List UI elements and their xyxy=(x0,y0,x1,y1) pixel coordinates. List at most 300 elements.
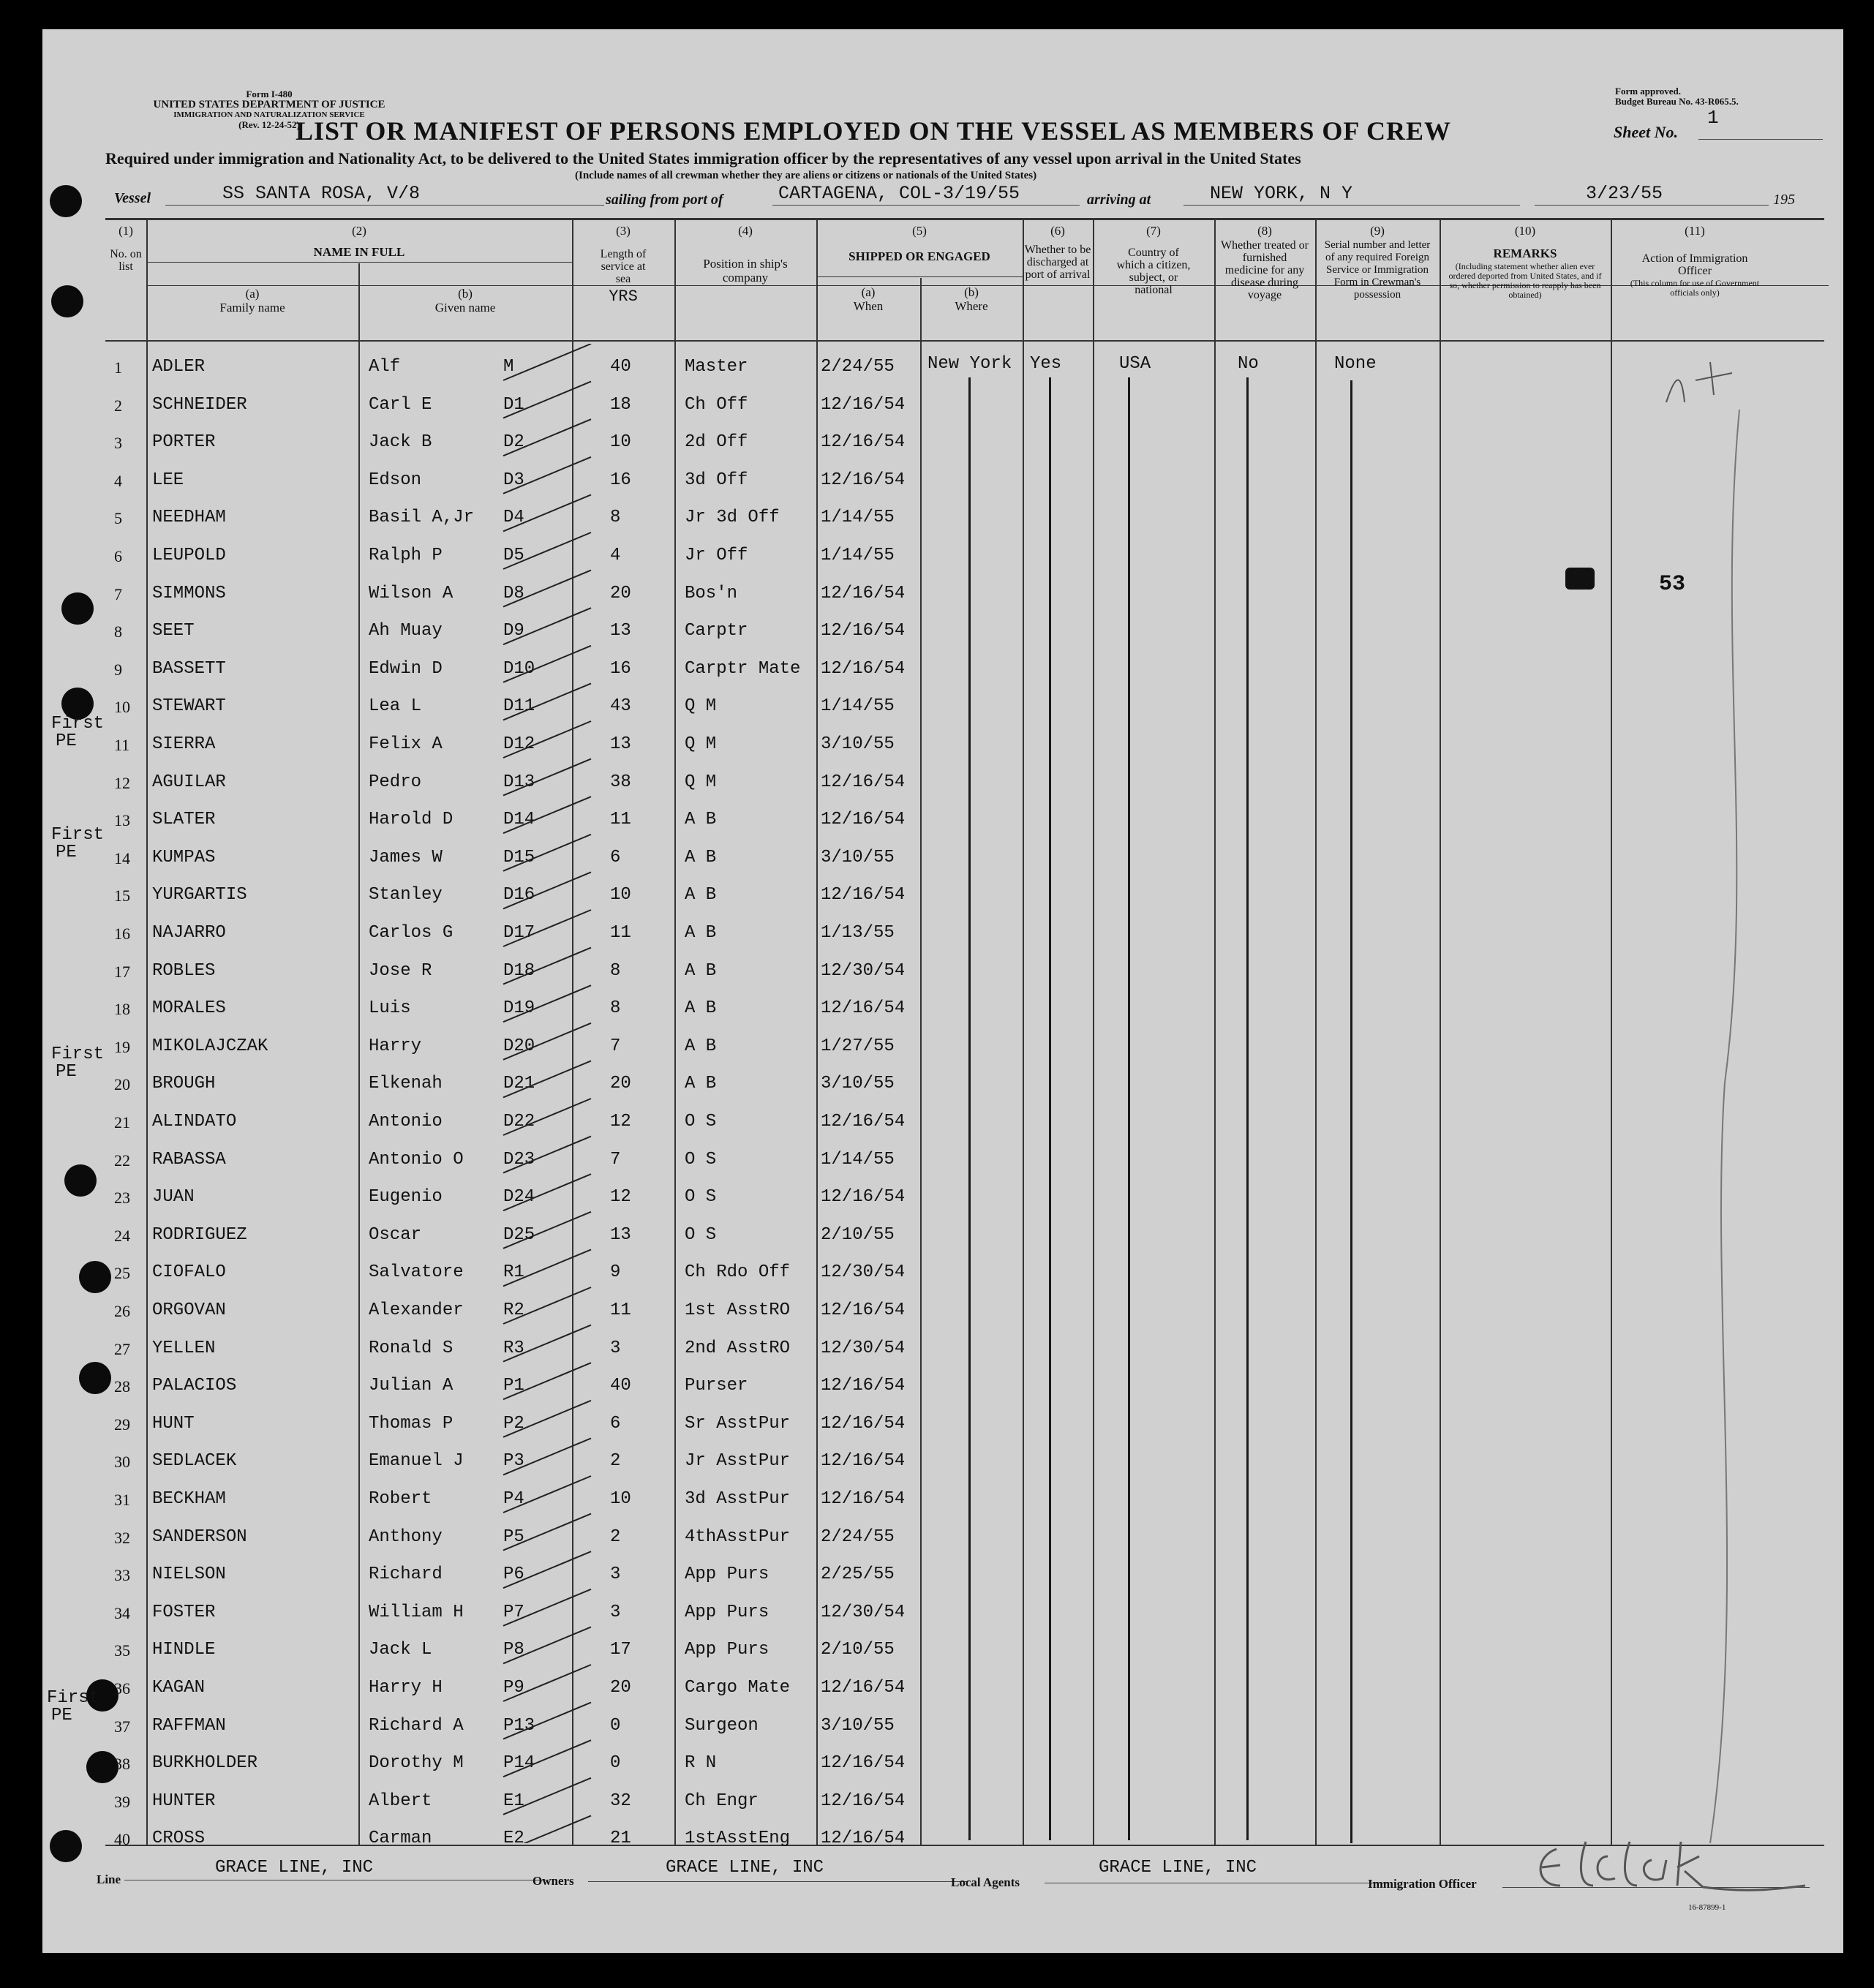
col5-number: (5) xyxy=(912,224,927,238)
pencil-check-mark xyxy=(503,1589,591,1626)
margin-note xyxy=(47,1690,99,1725)
shipped-when: 12/16/54 xyxy=(821,658,906,679)
margin-note-line: First xyxy=(51,825,105,845)
years-at-sea: 40 xyxy=(610,1376,631,1396)
table-row xyxy=(42,462,1843,500)
years-at-sea: 3 xyxy=(610,1602,621,1622)
years-at-sea: 17 xyxy=(610,1640,631,1660)
sheet-number: 1 xyxy=(1707,107,1719,129)
row-number: 9 xyxy=(114,660,122,679)
sheet-label: Sheet No. xyxy=(1614,123,1678,141)
col6-number: (6) xyxy=(1050,224,1065,238)
table-row xyxy=(42,990,1843,1028)
shipped-when: 12/16/54 xyxy=(821,1187,906,1208)
years-at-sea: 11 xyxy=(610,923,631,943)
years-at-sea: 3 xyxy=(610,1565,621,1585)
rating-code: P4 xyxy=(503,1489,524,1509)
shipped-when: 12/16/54 xyxy=(821,1376,906,1396)
row-number: 10 xyxy=(114,698,130,717)
family-name: YELLEN xyxy=(152,1338,216,1358)
pencil-check-mark xyxy=(503,344,591,380)
col5b-header xyxy=(920,285,1023,313)
col4-number: (4) xyxy=(738,224,753,238)
pencil-check-mark xyxy=(503,532,591,569)
row-number: 38 xyxy=(114,1755,130,1774)
family-name: FOSTER xyxy=(152,1602,216,1622)
rating-code: R1 xyxy=(503,1262,524,1283)
years-at-sea: 20 xyxy=(610,583,631,603)
rating-code: E1 xyxy=(503,1791,524,1811)
years-at-sea: 10 xyxy=(610,432,631,453)
col2a-header xyxy=(146,287,358,315)
position: O S xyxy=(685,1187,717,1208)
given-name: Carl E xyxy=(369,394,432,415)
footer-agents: GRACE LINE, INC xyxy=(1099,1858,1257,1878)
position: A B xyxy=(685,1074,717,1094)
pencil-check-mark xyxy=(503,1287,591,1324)
table-row xyxy=(42,1480,1843,1518)
family-name: KUMPAS xyxy=(152,847,216,867)
table-row xyxy=(42,764,1843,802)
col1-number: (1) xyxy=(118,224,133,238)
pencil-check-mark xyxy=(503,1174,591,1211)
family-name: KAGAN xyxy=(152,1678,206,1698)
given-name: Robert xyxy=(369,1489,432,1509)
row-number: 32 xyxy=(114,1528,130,1547)
rating-code: D1 xyxy=(503,394,524,415)
years-at-sea: 40 xyxy=(610,357,631,377)
col3-unit: YRS xyxy=(609,287,638,306)
row1-discharged: Yes xyxy=(1030,354,1062,374)
pencil-check-mark xyxy=(503,1627,591,1663)
row-number: 20 xyxy=(114,1075,130,1094)
position: O S xyxy=(685,1112,717,1132)
row-number: 16 xyxy=(114,925,130,943)
form-title: LIST OR MANIFEST OF PERSONS EMPLOYED ON THE VESSEL AS MEMBERS OF CREW xyxy=(296,116,1451,146)
position: Jr 3d Off xyxy=(685,508,780,528)
col10-label: REMARKS xyxy=(1493,246,1557,260)
pencil-check-mark xyxy=(503,1815,591,1843)
family-name: PALACIOS xyxy=(152,1376,237,1396)
pencil-check-mark xyxy=(503,1363,591,1399)
rating-code: P5 xyxy=(503,1526,524,1547)
col2a-tag: (a) xyxy=(245,287,260,301)
shipped-when: 2/25/55 xyxy=(821,1565,895,1585)
shipped-when: 12/16/54 xyxy=(821,470,906,490)
table-row xyxy=(42,499,1843,537)
given-name: Richard xyxy=(369,1565,443,1585)
margin-note-line: PE xyxy=(56,731,77,751)
given-name: Emanuel J xyxy=(369,1451,464,1472)
row-number: 21 xyxy=(114,1113,130,1132)
table-row xyxy=(42,1292,1843,1330)
table-row xyxy=(42,1518,1843,1556)
sailing-from: CARTAGENA, COL-3/19/55 xyxy=(778,183,1020,204)
col10-header xyxy=(1440,224,1611,300)
years-at-sea: 7 xyxy=(610,1036,621,1056)
service-name: IMMIGRATION AND NATURALIZATION SERVICE xyxy=(173,110,365,119)
shipped-when: 3/10/55 xyxy=(821,1715,895,1736)
footer-line: GRACE LINE, INC xyxy=(215,1858,374,1878)
table-row xyxy=(42,1254,1843,1292)
rating-code: D11 xyxy=(503,696,535,717)
col5b-label: Where xyxy=(955,299,988,313)
col7-number: (7) xyxy=(1146,224,1161,238)
pencil-check-mark xyxy=(503,1740,591,1777)
table-row xyxy=(42,612,1843,650)
col9-label: Serial number and letter of any required Foreign Service or Immigration Form in Crewman's possession xyxy=(1324,239,1431,301)
margin-note-line: First xyxy=(47,1688,100,1708)
table-row xyxy=(42,1442,1843,1480)
pencil-check-mark xyxy=(503,683,591,720)
row-number: 18 xyxy=(114,1000,130,1019)
col5-header xyxy=(816,224,1023,263)
col5a-label: When xyxy=(853,299,884,313)
col2b-tag: (b) xyxy=(458,287,473,301)
col3-header xyxy=(572,224,674,304)
pencil-check-mark xyxy=(503,1778,591,1815)
shipped-when: 3/10/55 xyxy=(821,847,895,867)
col2a-label: Family name xyxy=(219,301,285,315)
family-name: BROUGH xyxy=(152,1074,216,1094)
row1-treated: No xyxy=(1238,354,1259,374)
col2b-header xyxy=(358,287,572,315)
col10-note: (Including statement whether alien ever ordered deported from United States, and if so, whether permission to reapply has been obtained) xyxy=(1448,261,1602,300)
margin-note-line: First xyxy=(51,1044,105,1064)
form-subtitle: Required under immigration and Nationality Act, to be delivered to the United States immigration officer by the representatives of any vessel upon arrival in the United States xyxy=(105,149,1301,167)
margin-note-line: PE xyxy=(51,1706,72,1725)
position: App Purs xyxy=(685,1602,769,1622)
row-number: 8 xyxy=(114,622,122,641)
table-row xyxy=(42,1367,1843,1405)
budget-number: Budget Bureau No. 43-R065.5. xyxy=(1615,96,1739,107)
col2b-label: Given name xyxy=(434,301,496,315)
given-name: Harry xyxy=(369,1036,422,1056)
given-name: Carlos G xyxy=(369,923,454,943)
row-number: 22 xyxy=(114,1151,130,1170)
position: A B xyxy=(685,923,717,943)
row1-where: New York xyxy=(927,354,1012,374)
rating-code: D17 xyxy=(503,923,535,943)
shipped-when: 2/24/55 xyxy=(821,1526,895,1547)
family-name: SEDLACEK xyxy=(152,1451,237,1472)
family-name: RAFFMAN xyxy=(152,1715,226,1736)
col1-header xyxy=(105,224,146,273)
position: Jr AsstPur xyxy=(685,1451,791,1472)
row-number: 39 xyxy=(114,1792,130,1811)
table-row xyxy=(42,952,1843,990)
year-label: 195 xyxy=(1773,192,1795,208)
table-row xyxy=(42,801,1843,839)
row-number: 19 xyxy=(114,1037,130,1056)
pencil-check-mark xyxy=(503,797,591,833)
department-name: UNITED STATES DEPARTMENT OF JUSTICE xyxy=(153,99,385,110)
col8-header xyxy=(1214,224,1315,301)
rating-code: R2 xyxy=(503,1300,524,1320)
vessel-label: Vessel xyxy=(114,190,151,206)
position: App Purs xyxy=(685,1565,769,1585)
given-name: Dorothy M xyxy=(369,1753,464,1774)
shipped-when: 12/30/54 xyxy=(821,960,906,981)
years-at-sea: 0 xyxy=(610,1715,621,1736)
arriving-label: arriving at xyxy=(1087,192,1151,208)
row-number: 28 xyxy=(114,1377,130,1396)
position: Q M xyxy=(685,696,717,717)
col10-number: (10) xyxy=(1514,224,1536,238)
table-row xyxy=(42,1707,1843,1745)
years-at-sea: 10 xyxy=(610,885,631,905)
col1-label: No. on list xyxy=(110,248,142,273)
rating-code: D3 xyxy=(503,470,524,490)
col3-label: Length of service at sea xyxy=(600,248,647,285)
shipped-when: 12/30/54 xyxy=(821,1602,906,1622)
row-number: 13 xyxy=(114,811,130,830)
rating-code: D2 xyxy=(503,432,524,453)
given-name: Ralph P xyxy=(369,546,443,565)
given-name: Edson xyxy=(369,470,422,490)
family-name: ORGOVAN xyxy=(152,1300,226,1320)
pencil-check-mark xyxy=(503,494,591,531)
family-name: SLATER xyxy=(152,810,216,830)
years-at-sea: 0 xyxy=(610,1753,621,1774)
col6-header xyxy=(1023,224,1093,281)
given-name: Wilson A xyxy=(369,583,454,603)
table-row xyxy=(42,688,1843,726)
row-number: 36 xyxy=(114,1679,130,1698)
sailing-label: sailing from port of xyxy=(606,192,723,208)
rating-code: D18 xyxy=(503,960,535,981)
rating-code: D5 xyxy=(503,546,524,565)
pencil-check-mark xyxy=(503,1551,591,1588)
position: Cargo Mate xyxy=(685,1678,791,1698)
rating-code: D12 xyxy=(503,734,535,754)
pencil-check-mark xyxy=(503,1703,591,1739)
pencil-check-mark xyxy=(503,1476,591,1513)
family-name: LEUPOLD xyxy=(152,546,226,565)
given-name: Alexander xyxy=(369,1300,464,1320)
position: Carptr xyxy=(685,621,748,641)
years-at-sea: 10 xyxy=(610,1489,631,1509)
shipped-when: 12/16/54 xyxy=(821,998,906,1019)
pencil-check-mark xyxy=(503,1438,591,1475)
ink-blot xyxy=(1565,568,1595,590)
shipped-when: 12/16/54 xyxy=(821,1753,906,1774)
position: 1st AsstRO xyxy=(685,1300,791,1320)
margin-note xyxy=(51,827,104,862)
shipped-when: 12/16/54 xyxy=(821,1413,906,1434)
pencil-check-mark xyxy=(503,646,591,682)
table-row xyxy=(42,386,1843,424)
years-at-sea: 8 xyxy=(610,960,621,981)
rating-code: D9 xyxy=(503,621,524,641)
table-row xyxy=(42,1782,1843,1821)
given-name: Richard A xyxy=(369,1715,464,1736)
shipped-when: 3/10/55 xyxy=(821,734,895,754)
margin-note xyxy=(51,715,104,750)
years-at-sea: 21 xyxy=(610,1829,631,1849)
years-at-sea: 6 xyxy=(610,847,621,867)
family-name: NIELSON xyxy=(152,1565,226,1585)
col6-label: Whether to be discharged at port of arrival xyxy=(1024,244,1091,281)
given-name: Julian A xyxy=(369,1376,454,1396)
pencil-check-mark xyxy=(503,910,591,946)
row-number: 23 xyxy=(114,1189,130,1208)
position: 2nd AsstRO xyxy=(685,1338,791,1358)
row-number: 1 xyxy=(114,358,122,377)
table-row xyxy=(42,423,1843,462)
years-at-sea: 6 xyxy=(610,1413,621,1434)
pencil-check-mark xyxy=(503,1665,591,1701)
pencil-check-mark xyxy=(503,1137,591,1173)
family-name: ROBLES xyxy=(152,960,216,981)
footer-owners-label: Owners xyxy=(533,1874,574,1888)
position: App Purs xyxy=(685,1640,769,1660)
family-name: YURGARTIS xyxy=(152,885,247,905)
position: A B xyxy=(685,960,717,981)
punch-hole xyxy=(50,185,82,217)
rating-code: D10 xyxy=(503,658,535,679)
rating-code: P1 xyxy=(503,1376,524,1396)
years-at-sea: 2 xyxy=(610,1526,621,1547)
table-row xyxy=(42,1062,1843,1103)
shipped-when: 12/16/54 xyxy=(821,1451,906,1472)
position: A B xyxy=(685,810,717,830)
shipped-when: 12/16/54 xyxy=(821,1489,906,1509)
position: Q M xyxy=(685,734,717,754)
row-number: 35 xyxy=(114,1641,130,1660)
years-at-sea: 11 xyxy=(610,810,631,830)
years-at-sea: 9 xyxy=(610,1262,621,1283)
family-name: HUNTER xyxy=(152,1791,216,1811)
given-name: William H xyxy=(369,1602,464,1622)
position: Ch Rdo Off xyxy=(685,1262,791,1283)
table-row xyxy=(42,1178,1843,1216)
family-name: NAJARRO xyxy=(152,923,226,943)
given-name: Pedro xyxy=(369,772,422,792)
col2-label: NAME IN FULL xyxy=(313,245,405,259)
row-number: 27 xyxy=(114,1339,130,1358)
table-row xyxy=(42,1028,1843,1066)
position: Purser xyxy=(685,1376,748,1396)
rating-code: D24 xyxy=(503,1187,535,1208)
years-at-sea: 16 xyxy=(610,470,631,490)
row1-country: USA xyxy=(1119,354,1151,374)
years-at-sea: 2 xyxy=(610,1451,621,1472)
years-at-sea: 16 xyxy=(610,658,631,679)
pencil-check-mark xyxy=(503,1401,591,1437)
position: Q M xyxy=(685,772,717,792)
table-row xyxy=(42,1405,1843,1443)
pencil-check-mark xyxy=(503,1023,591,1060)
pencil-check-mark xyxy=(503,872,591,908)
position: 4thAsstPur xyxy=(685,1526,791,1547)
pencil-check-mark xyxy=(503,608,591,644)
rating-code: D4 xyxy=(503,508,524,528)
form-revision: (Rev. 12-24-52) xyxy=(238,119,300,130)
shipped-when: 12/16/54 xyxy=(821,885,906,905)
years-at-sea: 13 xyxy=(610,621,631,641)
include-note: (Include names of all crewman whether they are aliens or citizens or nationals of the United States) xyxy=(575,170,1037,181)
family-name: CIOFALO xyxy=(152,1262,226,1283)
margin-note-line: PE xyxy=(56,1062,77,1082)
arrival-date: 3/23/55 xyxy=(1586,183,1663,204)
approval-block xyxy=(1615,86,1739,107)
rating-code: M xyxy=(503,357,514,377)
given-name: Luis xyxy=(369,998,411,1019)
shipped-when: 12/16/54 xyxy=(821,394,906,415)
given-name: Antonio O xyxy=(369,1149,464,1170)
shipped-when: 3/10/55 xyxy=(821,1074,895,1094)
years-at-sea: 8 xyxy=(610,508,621,528)
position: A B xyxy=(685,885,717,905)
shipped-when: 12/16/54 xyxy=(821,1112,906,1132)
footer-line-label: Line xyxy=(97,1872,121,1886)
shipped-when: 1/14/55 xyxy=(821,546,895,565)
shipped-when: 2/10/55 xyxy=(821,1224,895,1245)
row-number: 7 xyxy=(114,584,122,603)
footer-owners: GRACE LINE, INC xyxy=(666,1858,824,1878)
years-at-sea: 4 xyxy=(610,546,621,565)
table-row xyxy=(42,1330,1843,1368)
row-number: 30 xyxy=(114,1453,130,1472)
shipped-when: 1/14/55 xyxy=(821,696,895,717)
position: Ch Off xyxy=(685,394,748,415)
pencil-check-mark xyxy=(503,419,591,456)
shipped-when: 12/30/54 xyxy=(821,1338,906,1358)
col5-label: SHIPPED OR ENGAGED xyxy=(848,249,990,263)
row-number: 17 xyxy=(114,962,130,981)
family-name: JUAN xyxy=(152,1187,195,1208)
table-row xyxy=(42,1631,1843,1669)
family-name: ALINDATO xyxy=(152,1112,237,1132)
rating-code: D15 xyxy=(503,847,535,867)
position: Jr Off xyxy=(685,546,748,565)
shipped-when: 12/16/54 xyxy=(821,1791,906,1811)
col4-label: Position in ship's company xyxy=(703,257,788,285)
shipped-when: 1/14/55 xyxy=(821,1149,895,1170)
row-number: 29 xyxy=(114,1415,130,1434)
rating-code: D23 xyxy=(503,1149,535,1170)
given-name: Alf xyxy=(369,357,401,377)
table-row xyxy=(42,348,1843,386)
approval-text: Form approved. xyxy=(1615,86,1682,97)
shipped-when: 2/10/55 xyxy=(821,1640,895,1660)
table-row xyxy=(42,876,1843,914)
row-number: 3 xyxy=(114,434,122,453)
pencil-check-mark xyxy=(503,1249,591,1286)
row1-serial: None xyxy=(1334,354,1377,374)
pencil-check-mark xyxy=(503,1514,591,1551)
row-number: 31 xyxy=(114,1491,130,1509)
given-name: Stanley xyxy=(369,885,443,905)
row-number: 15 xyxy=(114,886,130,905)
years-at-sea: 20 xyxy=(610,1074,631,1094)
rating-code: E2 xyxy=(503,1829,524,1849)
given-name: Basil A,Jr xyxy=(369,508,475,528)
family-name: RODRIGUEZ xyxy=(152,1224,247,1245)
years-at-sea: 13 xyxy=(610,1224,631,1245)
table-row xyxy=(42,1216,1843,1254)
family-name: HINDLE xyxy=(152,1640,216,1660)
shipped-when: 12/16/54 xyxy=(821,583,906,603)
given-name: Jack B xyxy=(369,432,432,453)
row-number: 26 xyxy=(114,1302,130,1320)
position: A B xyxy=(685,998,717,1019)
position: O S xyxy=(685,1224,717,1245)
row-number: 33 xyxy=(114,1566,130,1585)
family-name: BASSETT xyxy=(152,658,226,679)
col8-label: Whether treated or furnished medicine for any disease during voyage xyxy=(1221,239,1309,301)
